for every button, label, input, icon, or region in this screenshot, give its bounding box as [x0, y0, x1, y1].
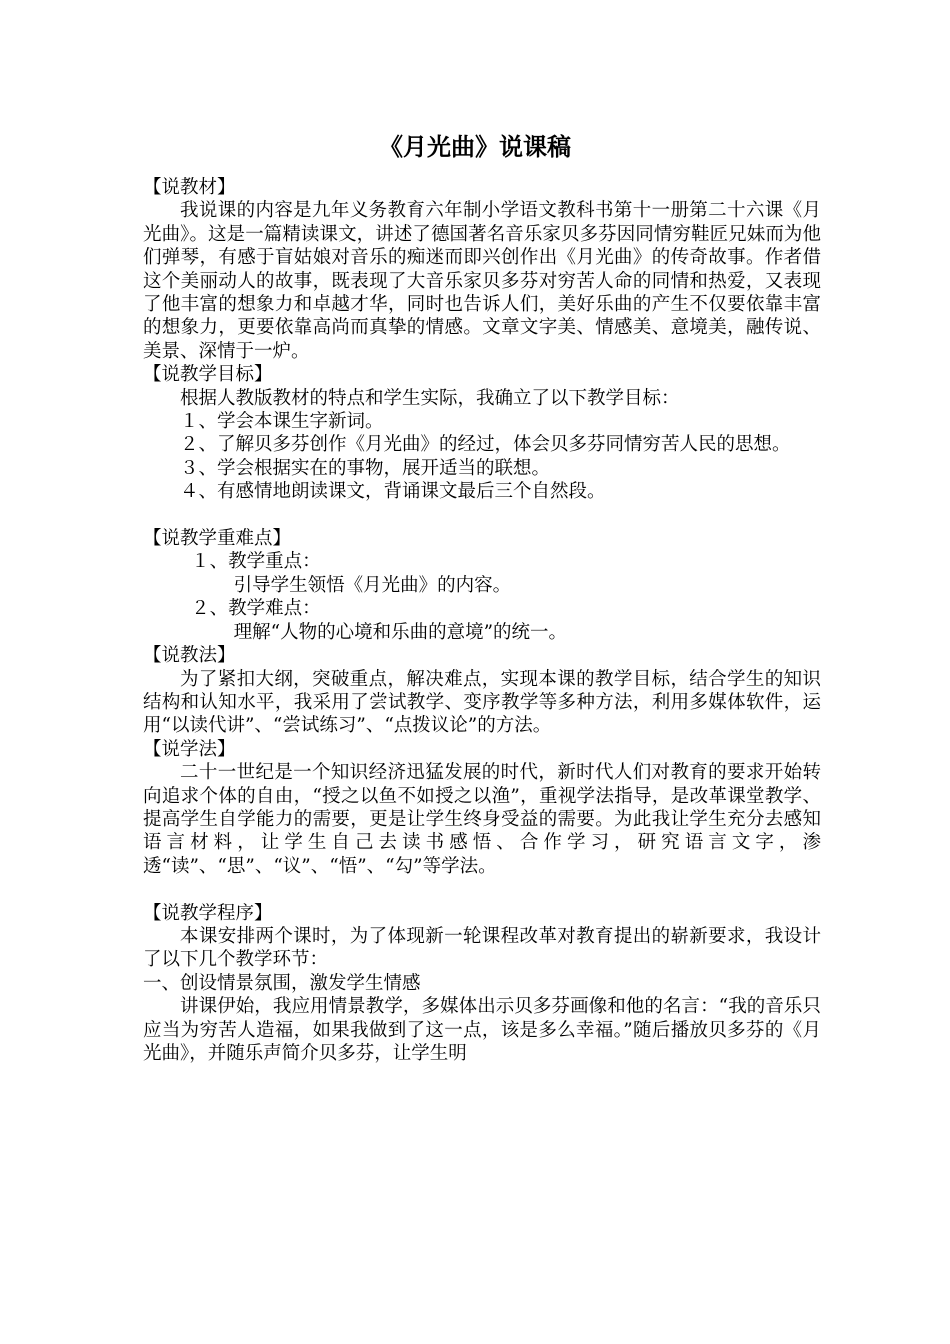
- goal-item-4: ４、有感情地朗读课文，背诵课文最后三个自然段。: [180, 481, 606, 503]
- procedure-step-1-title: 一、创设情景氛围，激发学生情感: [143, 972, 421, 994]
- key-point-label: １、教学重点：: [191, 551, 321, 573]
- section-heading-teaching-method: 【说教法】: [143, 645, 236, 667]
- learning-method-paragraph: 二十一世纪是一个知识经济迅猛发展的时代，新时代人们对教育的要求开始转向追求个体的自由，“授之以鱼不如授之以渔”，重视学法指导，是改革课堂教学、提高学生自学能力的需要，更是让学生终身受益的需要。为此我让学生充分去感知语言材料，让学生自己去读书感悟、合作学习，研究语言文字，渗透“读”、“思”、“议”、“悟”、“勾”等学法。: [143, 762, 821, 877]
- section-heading-key-points: 【说教学重难点】: [143, 528, 292, 550]
- blank-line: [143, 504, 821, 527]
- goal-item-3: ３、学会根据实在的事物，展开适当的联想。: [180, 457, 551, 479]
- section-heading-goals: 【说教学目标】: [143, 364, 273, 386]
- procedure-intro: 本课安排两个课时，为了体现新一轮课程改革对教育提出的崭新要求，我设计了以下几个教学环节：: [143, 925, 821, 971]
- goal-item-1: １、学会本课生字新词。: [180, 411, 384, 433]
- section-heading-material: 【说教材】: [143, 177, 236, 198]
- difficult-point-label: ２、教学难点：: [191, 598, 321, 620]
- teaching-method-paragraph: 为了紧扣大纲，突破重点，解决难点，实现本课的教学目标，结合学生的知识结构和认知水平，我采用了尝试教学、变序教学等多种方法，利用多媒体软件，运用“以读代讲”、“尝试练习”、“点拨议论”的方法。: [143, 668, 821, 737]
- goal-item-2: ２、了解贝多芬创作《月光曲》的经过，体会贝多芬同情穷苦人民的思想。: [180, 434, 791, 456]
- document-body: [143, 176, 821, 1065]
- difficult-point-text: 理解“人物的心境和乐曲的意境”的统一。: [233, 621, 568, 643]
- goals-intro: 根据人教版教材的特点和学生实际，我确立了以下教学目标：: [180, 387, 680, 409]
- material-paragraph: 我说课的内容是九年义务教育六年制小学语文教科书第十一册第二十六课《月光曲》。这是一篇精读课文，讲述了德国著名音乐家贝多芬因同情穷鞋匠兄妹而为他们弹琴，有感于盲姑娘对音乐的痴迷而即兴创作出《月光曲》的传奇故事。作者借这个美丽动人的故事，既表现了大音乐家贝多芬对穷苦人命的同情和热爱，又表现了他丰富的想象力和卓越才华，同时也告诉人们，美好乐曲的产生不仅要依靠丰富的想象力，更要依靠高尚而真挚的情感。文章文字美、情感美、意境美，融传说、美景、深情于一炉。: [143, 200, 821, 362]
- blank-line: [143, 878, 821, 901]
- section-heading-procedure: 【说教学程序】: [143, 902, 273, 924]
- key-point-text: 引导学生领悟《月光曲》的内容。: [233, 574, 512, 596]
- procedure-step-1-text: 讲课伊始，我应用情景教学，多媒体出示贝多芬画像和他的名言：“我的音乐只应当为穷苦人造福，如果我做到了这一点，该是多么幸福。”随后播放贝多芬的《月光曲》，并随乐声简介贝多芬，让学生明: [143, 996, 821, 1064]
- section-heading-learning-method: 【说学法】: [143, 738, 236, 760]
- document-title: 《月光曲》说课稿: [379, 133, 571, 161]
